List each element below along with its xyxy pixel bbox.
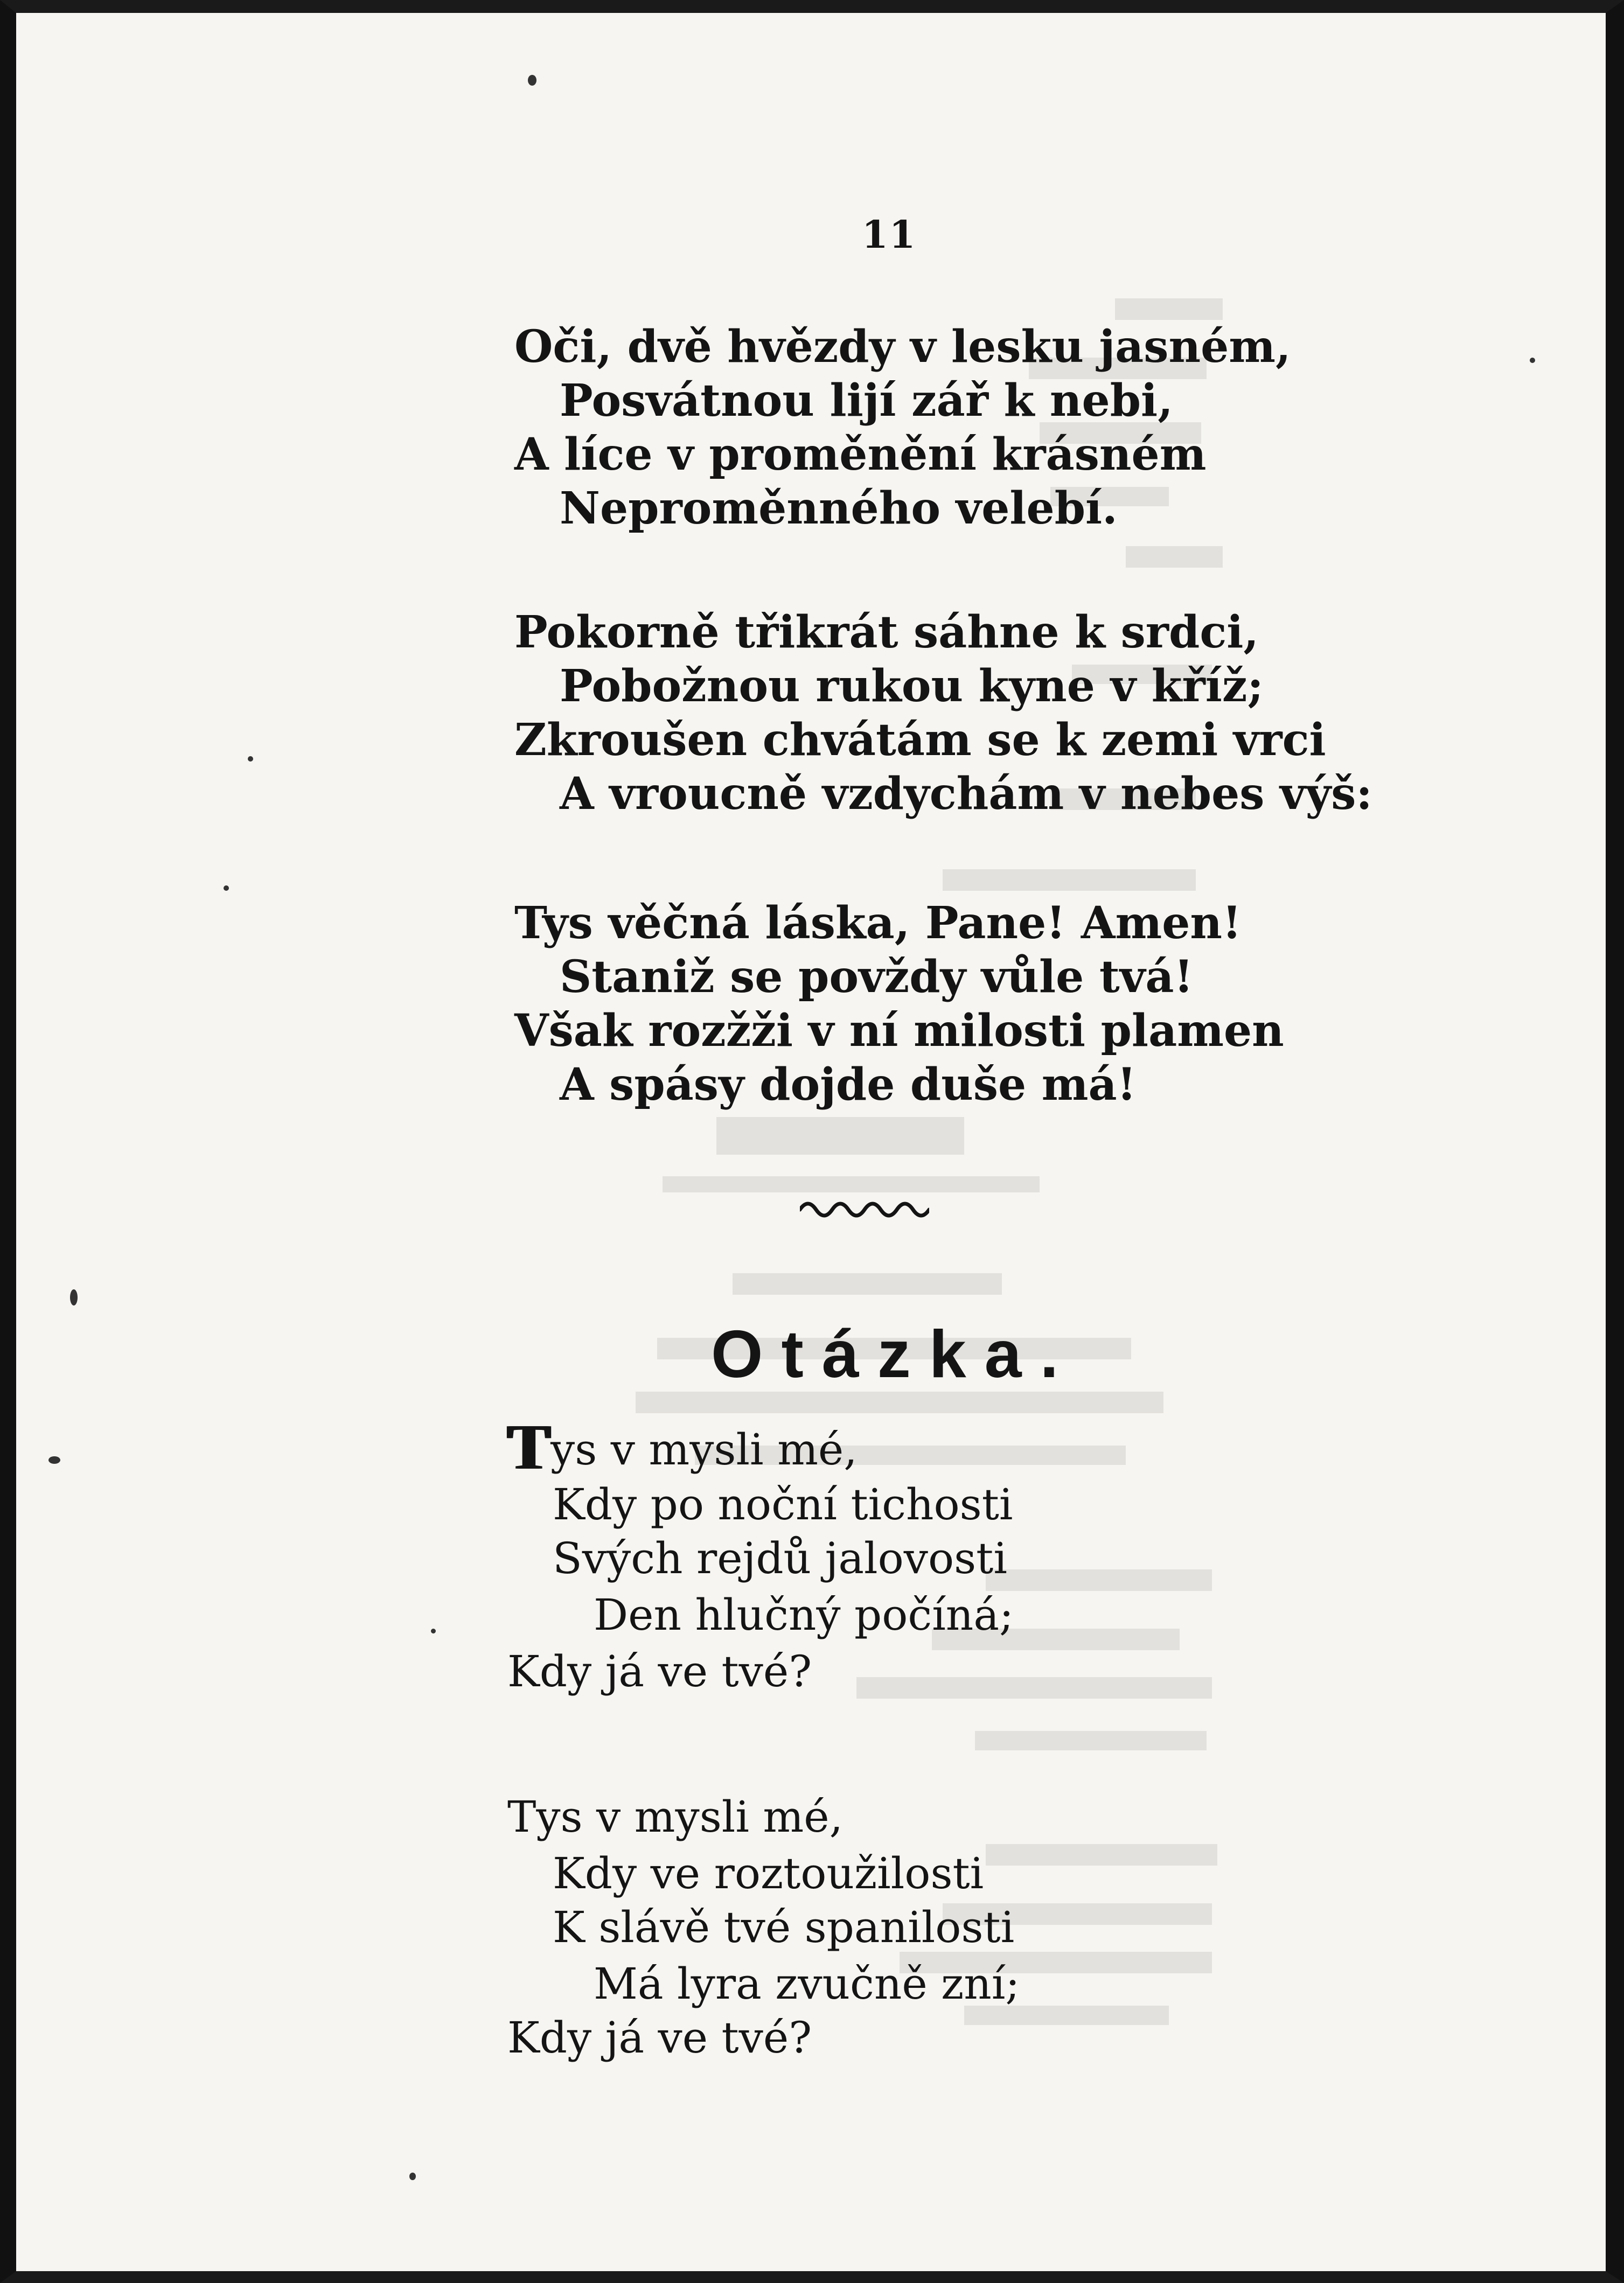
verse-line: Staniž se povždy vůle tvá!	[560, 951, 1194, 1003]
poem-title: Otázka.	[711, 1317, 1077, 1392]
page-number: 11	[862, 212, 917, 257]
ink-speck	[1530, 358, 1535, 363]
verse-line: A spásy dojde duše má!	[560, 1059, 1137, 1111]
verse-line: Oči, dvě hvězdy v lesku jasném,	[514, 321, 1291, 373]
ink-speck	[528, 75, 536, 86]
verse-line: K slávě tvé spanilosti	[553, 1902, 1015, 1952]
verse-line: Pobožnou rukou kyne v kříž;	[560, 660, 1264, 712]
verse-line: Však rozžži v ní milosti plamen	[514, 1005, 1284, 1057]
verse-line: Zkroušen chvátám se k zemi vrci	[514, 714, 1326, 766]
ink-speck	[431, 1629, 436, 1633]
verse-line-first	[507, 1411, 858, 1483]
verse-line-first-rest: ys v mysli mé,	[550, 1425, 858, 1475]
ink-speck	[248, 756, 253, 762]
verse-line: Kdy já ve tvé?	[507, 2013, 812, 2063]
verse-line: Kdy já ve tvé?	[507, 1646, 812, 1696]
wavy-divider-ornament	[800, 1192, 929, 1219]
verse-line: Má lyra zvučně zní;	[594, 1959, 1020, 2009]
verse-line: Pokorně třikrát sáhne k srdci,	[514, 606, 1259, 658]
verse-line: A líce v proměnění krásném	[514, 429, 1207, 480]
verse-line: Kdy ve roztoužilosti	[553, 1848, 984, 1898]
verse-line: Tys v mysli mé,	[507, 1792, 844, 1842]
verse-line: Neproměnného velebí.	[560, 483, 1118, 534]
ink-speck	[409, 2173, 416, 2180]
verse-line: Svých rejdů jalovosti	[553, 1533, 1007, 1583]
verse-line: A vroucně vzdychám v nebes výš:	[560, 768, 1372, 820]
drop-cap: T	[507, 1411, 551, 1483]
verse-line: Den hlučný počíná;	[594, 1590, 1014, 1640]
ink-speck	[224, 885, 229, 891]
ink-speck	[48, 1456, 60, 1464]
verse-line: Posvátnou lijí zář k nebi,	[560, 375, 1173, 427]
ink-speck	[70, 1289, 78, 1305]
verse-line: Tys věčná láska, Pane! Amen!	[514, 897, 1242, 949]
verse-line: Kdy po noční tichosti	[553, 1479, 1013, 1530]
